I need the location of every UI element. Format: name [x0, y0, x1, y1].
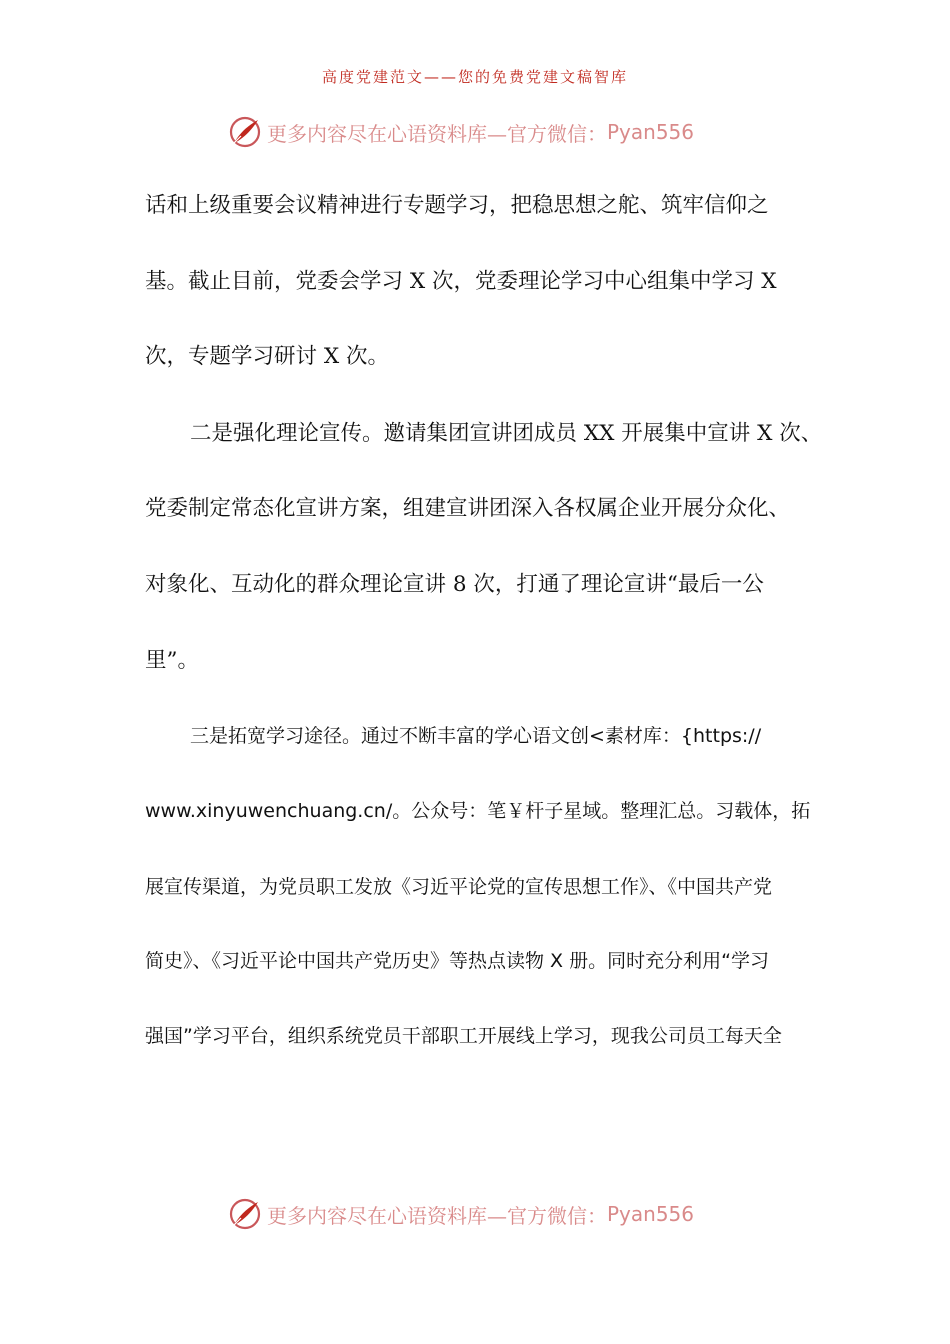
- brand-banner-bottom: [227, 1192, 747, 1236]
- brand-banner-top: [227, 110, 747, 154]
- wechat-id: Pyan556: [607, 1202, 695, 1226]
- site-header-title: 高度党建范文——您的免费党建文稿智库: [321, 68, 628, 86]
- body-line: 展宣传渠道，为党员职工发放《习近平论党的宣传思想工作》、《中国共产党: [145, 876, 773, 898]
- wechat-id: Pyan556: [607, 120, 695, 144]
- body-line: 强国”学习平台，组织系统党员干部职工开展线上学习，现我公司员工每天全: [145, 1025, 782, 1047]
- brand-text: 更多内容尽在心语资料库—官方微信：: [267, 1203, 607, 1228]
- paragraph-start-line: 三是拓宽学习途径。通过不断丰富的学心语文创<素材库：{https://: [190, 725, 762, 747]
- body-line: 对象化、互动化的群众理论宣讲 8 次，打通了理论宣讲“最后一公: [145, 572, 764, 597]
- body-line: 次，专题学习研讨 X 次。: [145, 344, 389, 369]
- body-line: 党委制定常态化宣讲方案，组建宣讲团深入各权属企业开展分众化、: [145, 496, 791, 521]
- body-line: 基。截止目前，党委会学习 X 次，党委理论学习中心组集中学习 X: [145, 269, 777, 294]
- body-line: 里”。: [145, 648, 199, 673]
- body-line: www.xinyuwenchuang.cn/。公众号：笔￥杆子星域。整理汇总。习载体，拓: [145, 800, 811, 822]
- quill-pen-logo-icon: [227, 114, 263, 150]
- body-line: 简史》、《习近平论中国共产党历史》等热点读物 X 册。同时充分利用“学习: [145, 950, 769, 972]
- paragraph-start-line: 二是强化理论宣传。邀请集团宣讲团成员 XX 开展集中宣讲 X 次、: [190, 421, 823, 446]
- quill-pen-logo-icon: [227, 1196, 263, 1232]
- brand-text: 更多内容尽在心语资料库—官方微信：: [267, 121, 607, 146]
- body-line: 话和上级重要会议精神进行专题学习，把稳思想之舵、筑牢信仰之: [145, 193, 769, 218]
